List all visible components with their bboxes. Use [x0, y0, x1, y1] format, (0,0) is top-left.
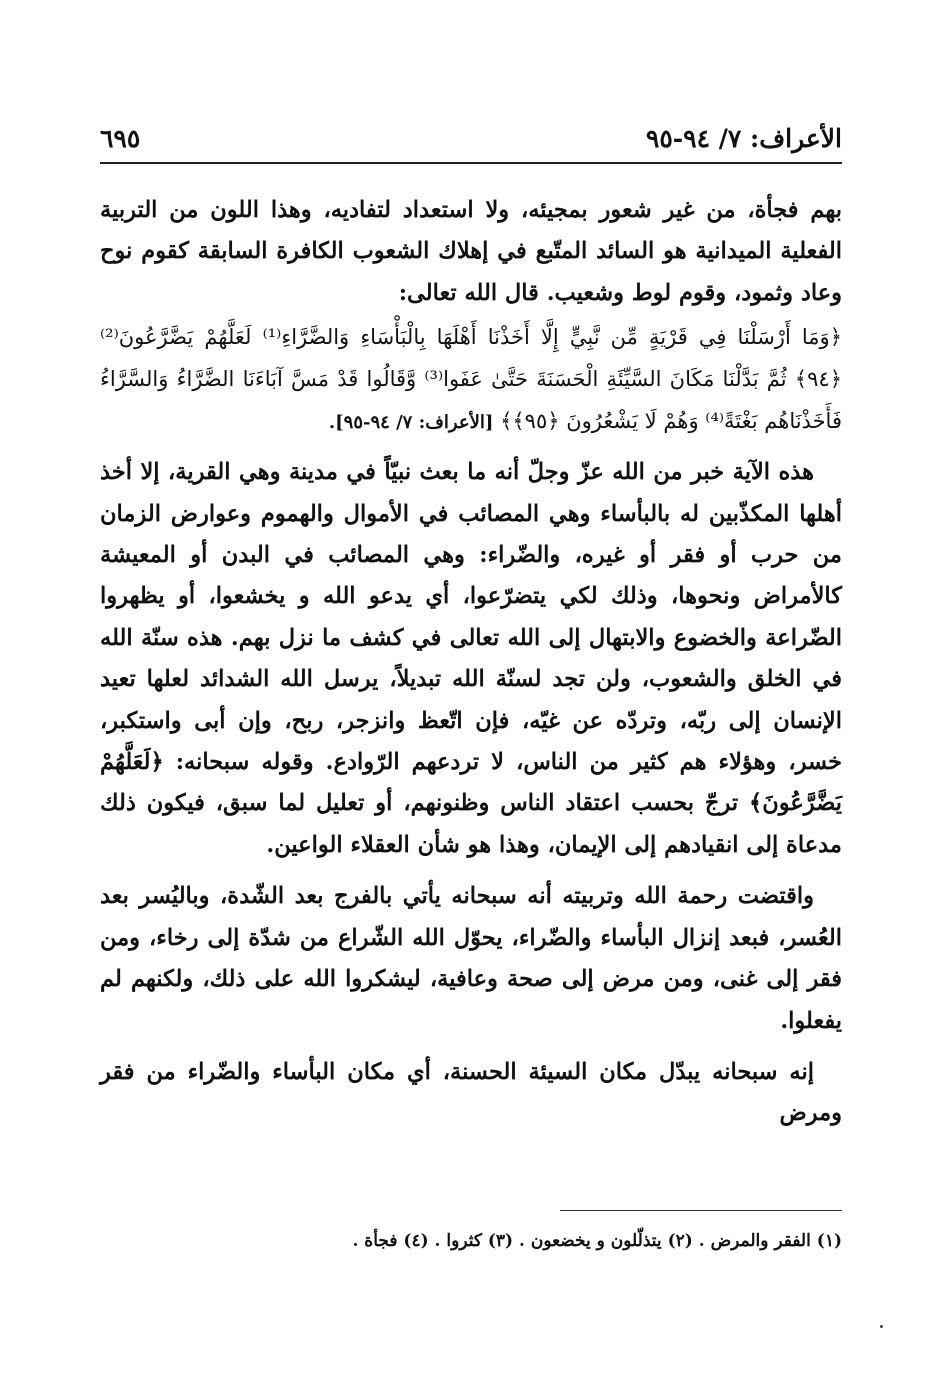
verse-text: ﴿وَمَا أَرْسَلْنَا فِي قَرْيَةٍ مِّن نَّبِيٍّ إِلَّا أَخَذْنَا أَهْلَهَا بِالْبَأْسَاءِ وَالضَّرَّاءِ⁽¹⁾ لَعَلَّهُمْ يَضَّرَّعُونَ⁽²⁾ ﴿٩٤﴾ ثُمَّ بَدَّلْنَا مَكَانَ السَّيِّئَةِ الْحَسَنَةَ حَتَّىٰ عَفَوا⁽³⁾ وَّقَالُوا قَدْ مَسَّ آبَاءَنَا الضَّرَّاءُ وَالسَّرَّاءُ فَأَخَذْنَاهُم بَغْتَةً⁽⁴⁾ وَهُمْ لَا يَشْعُرُونَ ﴿٩٥﴾﴾	[100, 325, 842, 434]
main-text	[100, 190, 842, 1135]
quran-verse	[100, 316, 842, 444]
scan-speck	[880, 1325, 883, 1328]
footnotes: (١) الفقر والمرض . (٢) يتذلّلون و يخضعون . (٣) كثروا . (٤) فجأة .	[352, 1231, 842, 1251]
explanation-paragraph-1: هذه الآية خبر من الله عزّ وجلّ أنه ما بعث نبيّاً في مدينة وهي القرية، إلا أخذ أهلها المكذّبين له بالبأساء وهي المصائب في الأموال والهموم وعوارض الزمان من حرب أو فقر أو غيره، والضّراء: وهي المصائب في البدن أو المعيشة كالأمراض ونحوها، وذلك لكي يتضرّعوا، أي يدعو الله و يخشعوا، أو يظهروا الضّراعة والخضوع والابتهال إلى الله تعالى في كشف ما نزل بهم. هذه سنّة الله في الخلق والشعوب، ولن تجد لسنّة الله تبديلاً، يرسل الله الشدائد لعلها تعيد الإنسان إلى ربّه، وتردّه عن غيّه، فإن اتّعظ وانزجر، ربح، وإن أبى واستكبر، خسر، وهؤلاء هم كثير من الناس، لا تردعهم الرّوادع. وقوله سبحانه: ﴿لَعَلَّهُمْ يَضَّرَّعُونَ﴾ ترجّ بحسب اعتقاد الناس وظنونهم، أو تعليل لما سبق، فيكون ذلك مدعاة إلى انقيادهم إلى الإيمان، وهذا هو شأن العقلاء الواعين.	[100, 459, 842, 858]
page-number: ٦٩٥	[100, 124, 141, 153]
intro-paragraph: بهم فجأة، من غير شعور بمجيئه، ولا استعداد لتفاديه، وهذا اللون من التربية الفعلية الميدانية هو السائد المتّبع في إهلاك الشعوب الكافرة السابقة كقوم نوح وعاد وثمود، وقوم لوط وشعيب. قال الله تعالى:	[100, 197, 842, 306]
explanation-paragraph-3: إنه سبحانه يبدّل مكان السيئة الحسنة، أي مكان البأساء والضّراء من فقر ومرض	[100, 1058, 842, 1127]
running-title: الأعراف: ٧/ ٩٤-٩٥	[645, 124, 842, 153]
footnote-divider	[560, 1210, 842, 1211]
verse-reference: [الأعراف: ٧/ ٩٤-٩٥].	[328, 412, 494, 434]
explanation-paragraph-2: واقتضت رحمة الله وتربيته أنه سبحانه يأتي بالفرج بعد الشّدة، وباليُسر بعد العُسر، فبعد إنزال البأساء والضّراء، يحوّل الله الشّراع من شدّة إلى رخاء، ومن فقر إلى غنى، ومن مرض إلى صحة وعافية، ليشكروا الله على ذلك، ولكنهم لم يفعلوا.	[100, 883, 842, 1034]
header-divider	[100, 162, 842, 164]
page-header	[100, 124, 842, 162]
